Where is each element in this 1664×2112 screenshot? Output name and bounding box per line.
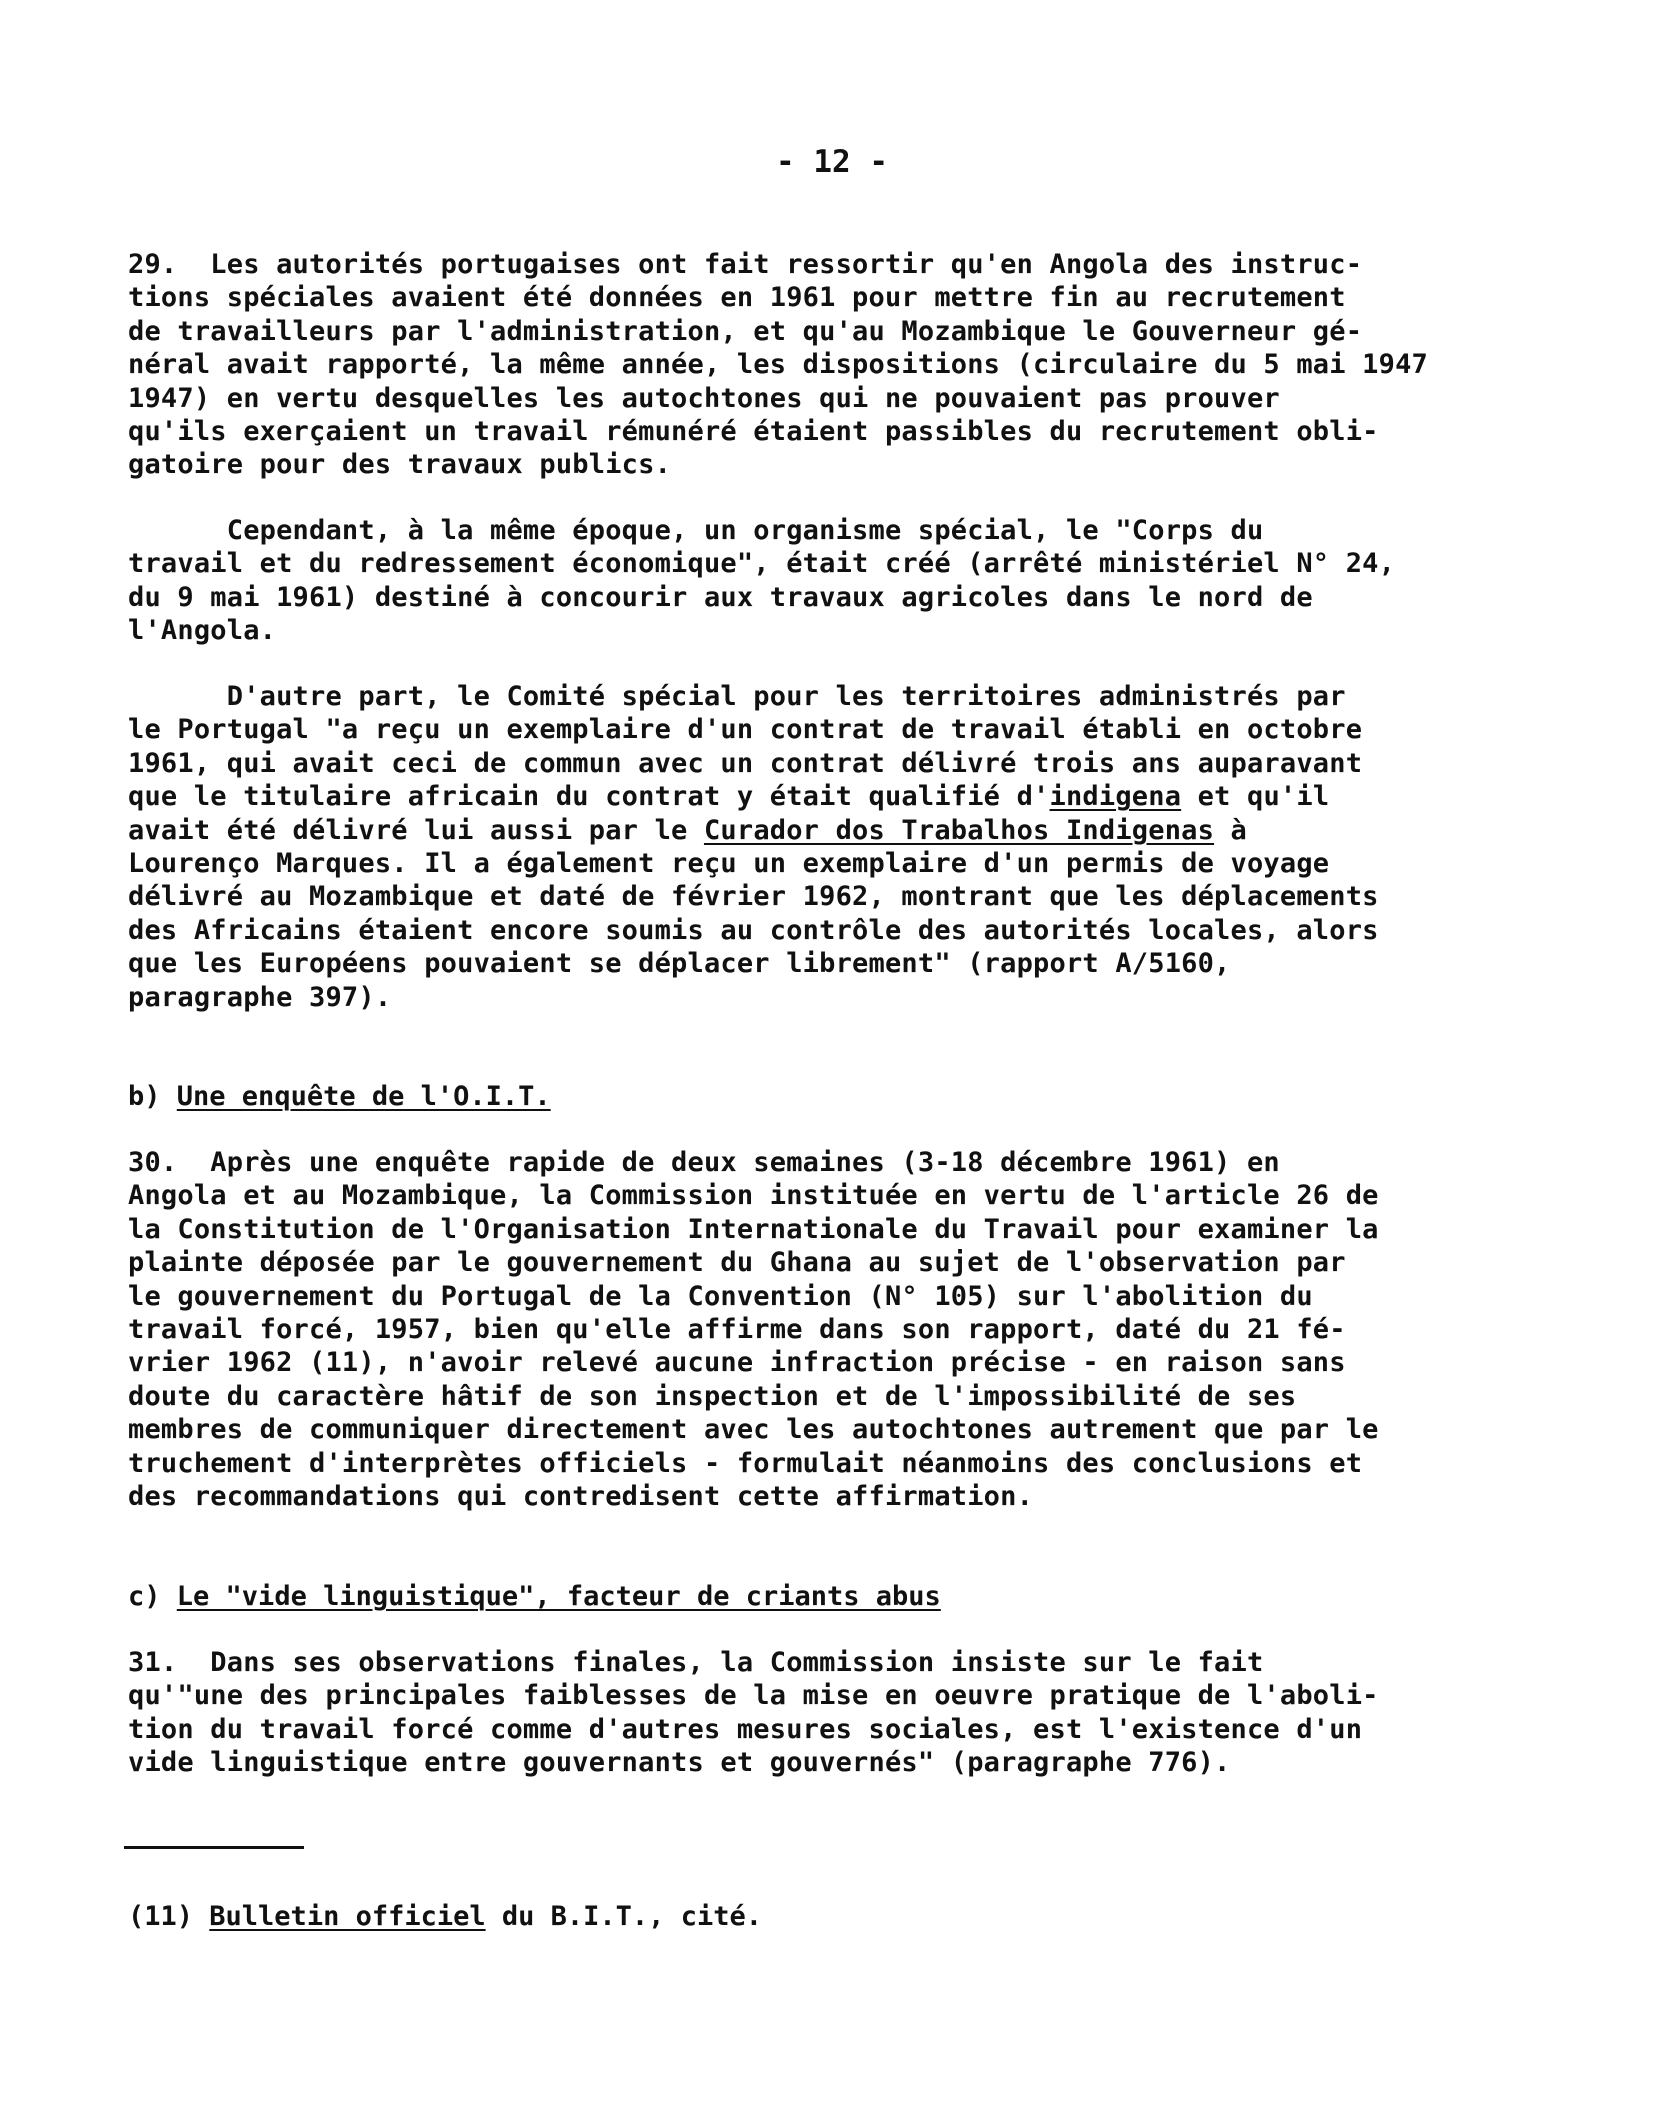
text-line: 1961, qui avait ceci de commun avec un contrat délivré trois ans auparavant (128, 747, 1363, 779)
text-line: le Portugal "a reçu un exemplaire d'un contrat de travail établi en octobre (128, 714, 1363, 746)
paragraph-29 (128, 248, 1568, 482)
text-line: travail forcé, 1957, bien qu'elle affirme dans son rapport, daté du 21 fé- (128, 1314, 1346, 1346)
text-line: avait été délivré lui aussi par le (128, 814, 704, 846)
text-line: le gouvernement du Portugal de la Convention (N° 105) sur l'abolition du (128, 1280, 1313, 1312)
text-line: plainte déposée par le gouvernement du Ghana au sujet de l'observation par (128, 1247, 1346, 1279)
footnote-prefix: (11) (128, 1901, 210, 1932)
section-heading-b (128, 1080, 551, 1113)
text-line: paragraphe 397). (128, 981, 392, 1013)
text-line: que le titulaire africain du contrat y était qualifié d' (128, 781, 1050, 813)
text-line: des recommandations qui contredisent cette affirmation. (128, 1481, 1034, 1513)
paragraph-31 (128, 1646, 1568, 1780)
section-heading-c (128, 1580, 941, 1613)
text-line: délivré au Mozambique et daté de février 1962, montrant que les déplacements (128, 881, 1379, 913)
text-line: qu'ils exerçaient un travail rémunéré étaient passibles du recrutement obli- (128, 416, 1379, 448)
heading-title: Une enquête de l'O.I.T. (176, 1081, 551, 1112)
text-line: que les Européens pouvaient se déplacer librement" (rapport A/5160, (128, 948, 1231, 980)
text-line: doute du caractère hâtif de son inspection et de l'impossibilité de ses (128, 1380, 1297, 1412)
text-line: vrier 1962 (11), n'avoir relevé aucune infraction précise - en raison sans (128, 1347, 1346, 1379)
text-line: 29. Les autorités portugaises ont fait ressortir qu'en Angola des instruc- (128, 249, 1363, 280)
text-line: néral avait rapporté, la même année, les dispositions (circulaire du 5 mai 1947 (128, 349, 1428, 381)
footnote-title: Bulletin officiel (209, 1901, 486, 1932)
text-line: 1947) en vertu desquelles les autochtones qui ne pouvaient pas prouver (128, 382, 1280, 414)
text-line: D'autre part, le Comité spécial pour les territoires administrés par (128, 681, 1346, 712)
underlined-term-indigena: indigena (1049, 781, 1182, 813)
text-line: membres de communiquer directement avec les autochtones autrement que par le (128, 1414, 1379, 1446)
paragraph-30 (128, 1146, 1568, 1513)
paragraph-29-dautre-part (128, 680, 1568, 1014)
text-line: 30. Après une enquête rapide de deux semaines (3-18 décembre 1961) en (128, 1147, 1280, 1178)
text-line: du 9 mai 1961) destiné à concourir aux travaux agricoles dans le nord de (128, 581, 1313, 613)
footnote-11 (128, 1900, 762, 1933)
text-line: de travailleurs par l'administration, et qu'au Mozambique le Gouverneur gé- (128, 315, 1363, 347)
text-line: Cependant, à la même époque, un organisme spécial, le "Corps du (128, 515, 1264, 546)
text-line: vide linguistique entre gouvernants et gouvernés" (paragraphe 776). (128, 1747, 1231, 1779)
footnote-suffix: du B.I.T., cité. (485, 1901, 762, 1932)
text-line: qu'"une des principales faiblesses de la mise en oeuvre pratique de l'aboli- (128, 1680, 1379, 1712)
text-line: des Africains étaient encore soumis au contrôle des autorités locales, alors (128, 914, 1379, 946)
text-line: tion du travail forcé comme d'autres mesures sociales, est l'existence d'un (128, 1713, 1363, 1745)
heading-prefix: c) (128, 1581, 177, 1612)
underlined-term-curador: Curador dos Trabalhos Indigenas (703, 814, 1215, 846)
text-line: à (1214, 814, 1247, 846)
text-line: la Constitution de l'Organisation Internationale du Travail pour examiner la (128, 1213, 1379, 1245)
text-line: Angola et au Mozambique, la Commission instituée en vertu de l'article 26 de (128, 1180, 1379, 1212)
footnote-separator (124, 1846, 304, 1849)
text-line: truchement d'interprètes officiels - formulait néanmoins des conclusions et (128, 1447, 1363, 1479)
page-number: - 12 - (776, 144, 888, 180)
text-line: travail et du redressement économique", était créé (arrêté ministériel N° 24, (128, 548, 1396, 580)
text-line: l'Angola. (128, 615, 277, 647)
heading-prefix: b) (128, 1081, 177, 1112)
text-line: tions spéciales avaient été données en 1961 pour mettre fin au recrutement (128, 282, 1346, 314)
text-line: et qu'il (1181, 781, 1330, 813)
paragraph-29-cependant (128, 514, 1568, 648)
text-line: 31. Dans ses observations finales, la Commission insiste sur le fait (128, 1647, 1264, 1678)
text-line: Lourenço Marques. Il a également reçu un exemplaire d'un permis de voyage (128, 848, 1330, 880)
heading-title: Le "vide linguistique", facteur de criants abus (176, 1581, 941, 1612)
text-line: gatoire pour des travaux publics. (128, 449, 672, 481)
